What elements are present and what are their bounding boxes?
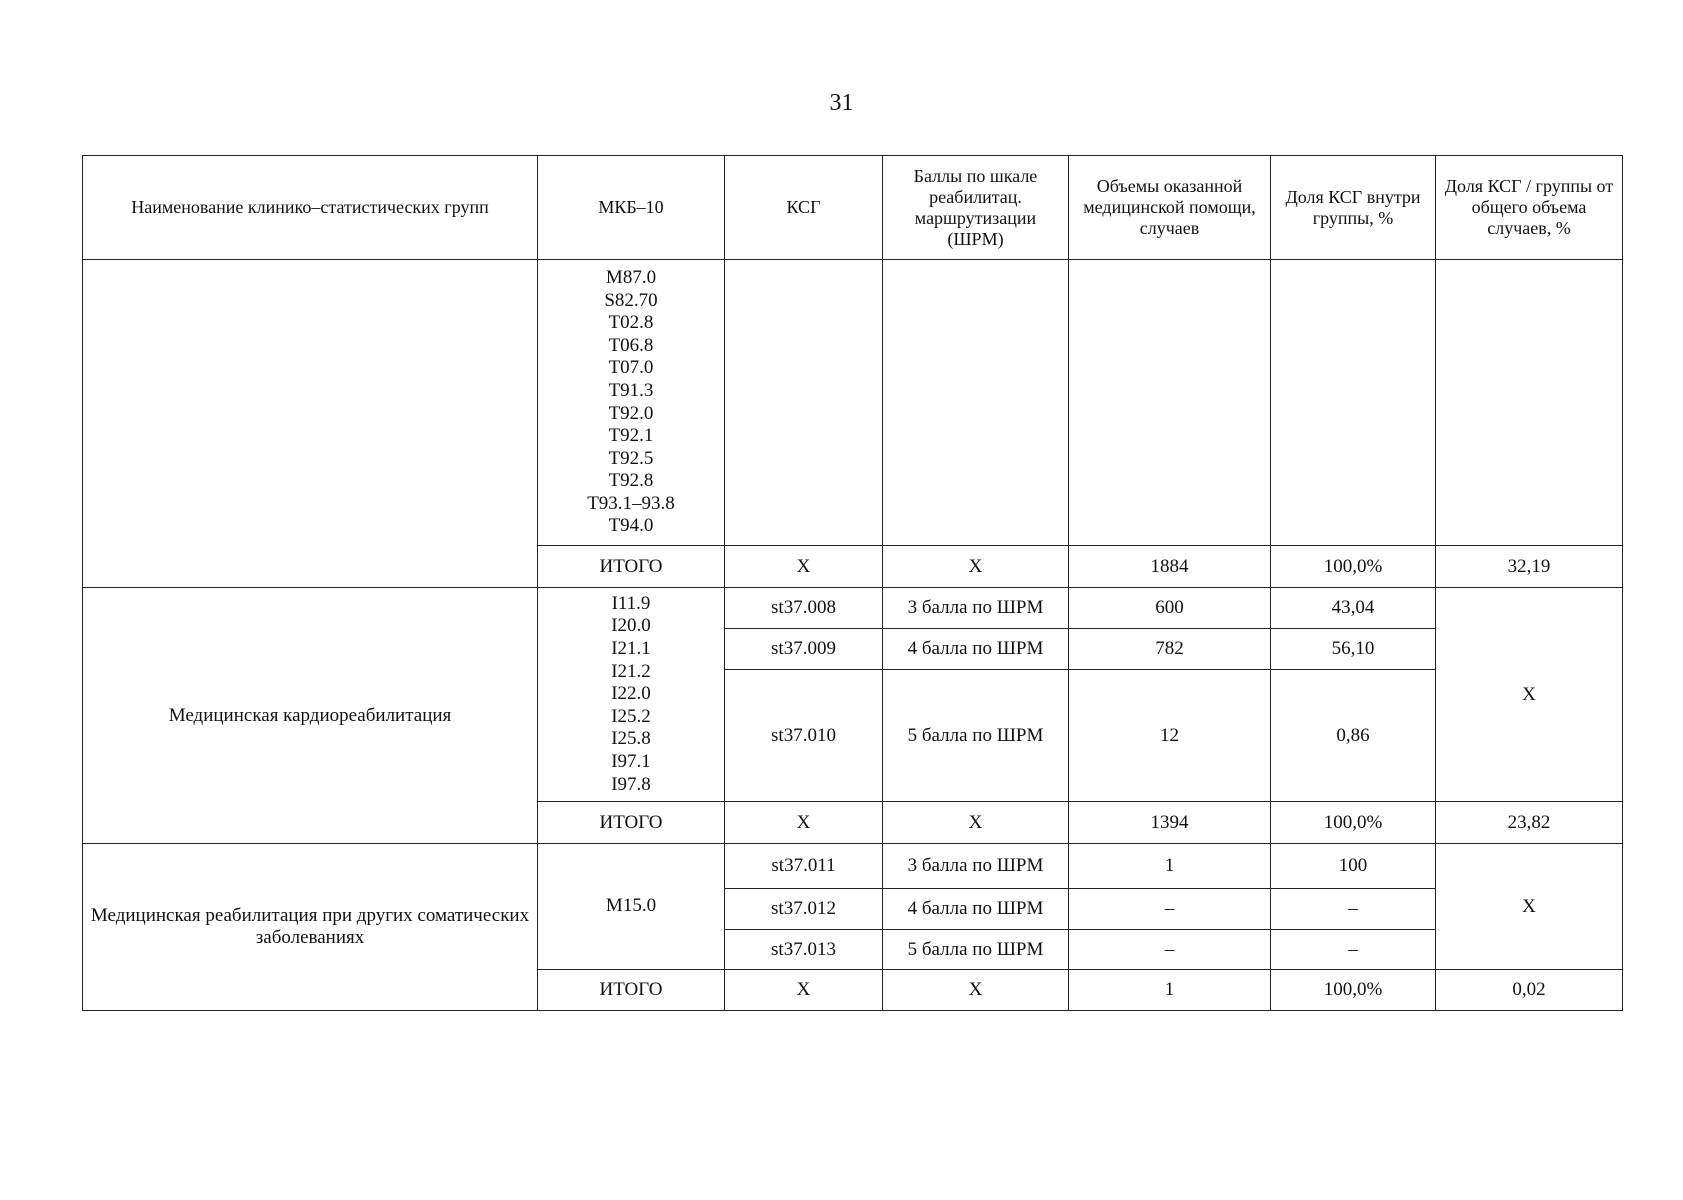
mkb-code: T92.5 — [608, 447, 654, 469]
volume-cell: 600 — [1069, 588, 1271, 629]
mkb-code: M15.0 — [605, 895, 657, 917]
total-shrm: X — [883, 802, 1069, 844]
share-in-group-cell — [1271, 260, 1436, 546]
mkb-code: I20.0 — [611, 615, 651, 637]
ksg-cell: st37.011 — [725, 844, 883, 889]
ksg-cell: st37.013 — [725, 930, 883, 970]
total-ksg: X — [725, 802, 883, 844]
header-share-in-group: Доля КСГ внутри группы, % — [1271, 156, 1436, 260]
total-share-total: 32,19 — [1436, 546, 1623, 588]
mkb-code: S82.70 — [604, 289, 658, 311]
total-volume: 1 — [1069, 970, 1271, 1011]
mkb-code: T93.1–93.8 — [587, 492, 675, 514]
ksg-table — [82, 155, 1623, 1011]
mkb-code: I21.2 — [611, 660, 651, 682]
mkb-code: I22.0 — [611, 683, 651, 705]
group-name — [83, 260, 538, 588]
mkb-codes — [538, 844, 725, 970]
share-in-group-cell: 43,04 — [1271, 588, 1436, 629]
volume-cell — [1069, 260, 1271, 546]
total-share-total: 0,02 — [1436, 970, 1623, 1011]
total-label: ИТОГО — [538, 802, 725, 844]
shrm-cell: 3 балла по ШРМ — [883, 844, 1069, 889]
volume-cell: – — [1069, 889, 1271, 930]
share-in-group-cell: 100 — [1271, 844, 1436, 889]
volume-cell: 782 — [1069, 629, 1271, 670]
table-row — [83, 260, 1623, 546]
table-header-row — [83, 156, 1623, 260]
total-share-total: 23,82 — [1436, 802, 1623, 844]
volume-cell: 1 — [1069, 844, 1271, 889]
mkb-code: T06.8 — [608, 334, 654, 356]
total-share-in-group: 100,0% — [1271, 802, 1436, 844]
header-ksg: КСГ — [725, 156, 883, 260]
total-shrm: X — [883, 970, 1069, 1011]
share-in-group-cell: 56,10 — [1271, 629, 1436, 670]
share-in-group-cell: 0,86 — [1271, 670, 1436, 802]
mkb-code: I25.2 — [611, 705, 651, 727]
total-ksg: X — [725, 970, 883, 1011]
mkb-code: T91.3 — [608, 379, 654, 401]
share-in-group-cell: – — [1271, 889, 1436, 930]
volume-cell: – — [1069, 930, 1271, 970]
share-total-cell: X — [1436, 844, 1623, 970]
mkb-code: T92.1 — [608, 425, 654, 447]
ksg-cell: st37.008 — [725, 588, 883, 629]
total-volume: 1884 — [1069, 546, 1271, 588]
group-name: Медицинская реабилитация при других соматических заболеваниях — [83, 844, 538, 1011]
mkb-code: I25.8 — [611, 728, 651, 750]
mkb-code: T94.0 — [608, 515, 654, 537]
header-share-total: Доля КСГ / группы от общего объема случаев, % — [1436, 156, 1623, 260]
mkb-code: I11.9 — [611, 592, 651, 614]
total-share-in-group: 100,0% — [1271, 970, 1436, 1011]
ksg-cell — [725, 260, 883, 546]
page-number: 31 — [829, 90, 854, 116]
shrm-cell — [883, 260, 1069, 546]
shrm-cell: 3 балла по ШРМ — [883, 588, 1069, 629]
total-ksg: X — [725, 546, 883, 588]
ksg-cell: st37.012 — [725, 889, 883, 930]
volume-cell: 12 — [1069, 670, 1271, 802]
group-name: Медицинская кардиореабилитация — [83, 588, 538, 844]
share-total-cell: X — [1436, 588, 1623, 802]
header-volume: Объемы оказанной медицинской помощи, случаев — [1069, 156, 1271, 260]
mkb-code: T07.0 — [608, 357, 654, 379]
total-label: ИТОГО — [538, 546, 725, 588]
table-row — [83, 844, 1623, 889]
header-shrm: Баллы по шкале реабилитац. маршрутизации (ШРМ) — [883, 156, 1069, 260]
shrm-cell: 5 балла по ШРМ — [883, 930, 1069, 970]
total-label: ИТОГО — [538, 970, 725, 1011]
mkb-code: T92.0 — [608, 402, 654, 424]
ksg-cell: st37.010 — [725, 670, 883, 802]
mkb-code: T02.8 — [608, 312, 654, 334]
total-volume: 1394 — [1069, 802, 1271, 844]
table-row — [83, 588, 1623, 629]
shrm-cell: 4 балла по ШРМ — [883, 629, 1069, 670]
share-total-cell — [1436, 260, 1623, 546]
mkb-codes — [538, 260, 725, 546]
total-share-in-group: 100,0% — [1271, 546, 1436, 588]
share-in-group-cell: – — [1271, 930, 1436, 970]
shrm-cell: 4 балла по ШРМ — [883, 889, 1069, 930]
mkb-code: T92.8 — [608, 470, 654, 492]
total-shrm: X — [883, 546, 1069, 588]
header-group-name: Наименование клинико–статистических групп — [83, 156, 538, 260]
header-mkb: МКБ–10 — [538, 156, 725, 260]
mkb-code: I21.1 — [611, 638, 651, 660]
mkb-code: I97.8 — [611, 773, 651, 795]
mkb-code: M87.0 — [605, 266, 657, 288]
mkb-code: I97.1 — [611, 750, 651, 772]
shrm-cell: 5 балла по ШРМ — [883, 670, 1069, 802]
ksg-cell: st37.009 — [725, 629, 883, 670]
mkb-codes — [538, 588, 725, 802]
